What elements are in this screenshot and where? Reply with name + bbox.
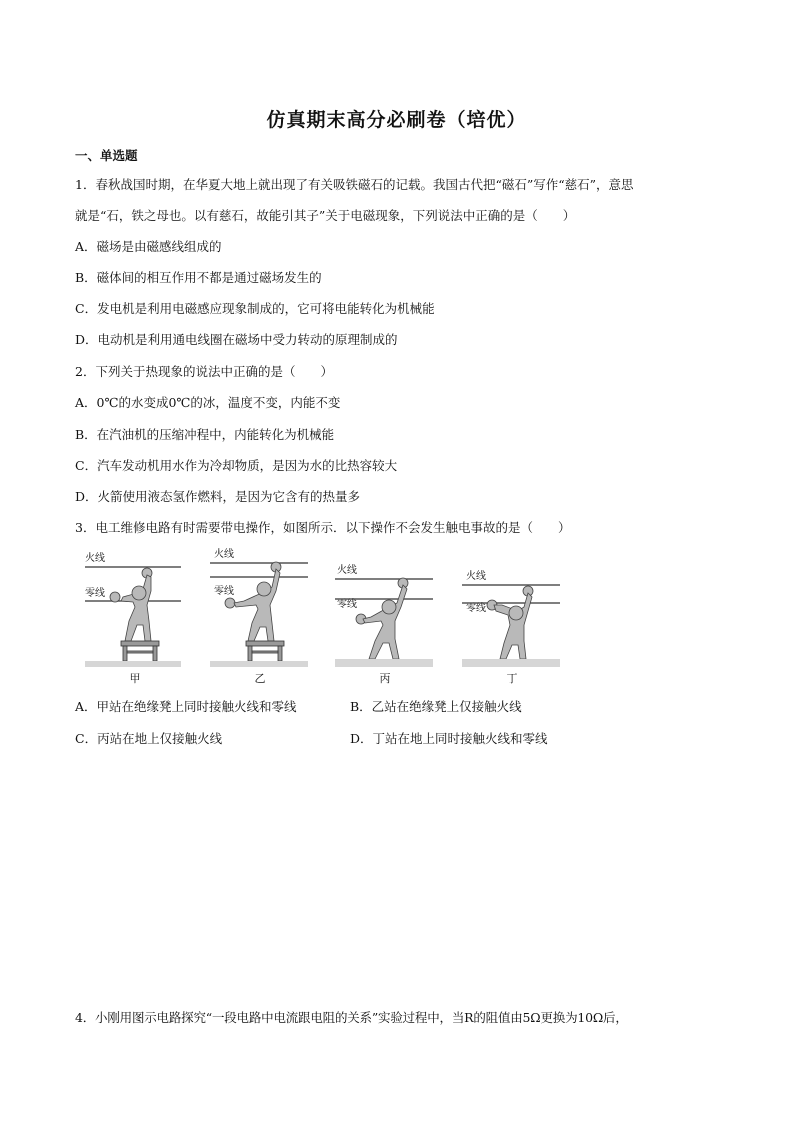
q1-option-a: A．磁场是由磁感线组成的 [75, 239, 222, 254]
q3-stem: 3．电工维修电路有时需要带电操作，如图所示．以下操作不会发生触电事故的是（ ） [75, 520, 571, 535]
electrician-figure [487, 586, 533, 659]
q1-stem-line1: 1．春秋战国时期，在华夏大地上就出现了有关吸铁磁石的记载。我国古代把“磁石”写作“慈石”，意思 [75, 177, 634, 192]
ground [85, 661, 181, 667]
q1-option-d: D．电动机是利用通电线圈在磁场中受力转动的原理制成的 [75, 332, 398, 347]
q1-option-b: B．磁体间的相互作用不都是通过磁场发生的 [75, 270, 322, 285]
ground [462, 659, 560, 667]
ground [335, 659, 433, 667]
neutral-wire-label: 零线 [337, 599, 357, 610]
figure-jia [85, 545, 185, 685]
caption-yi: 乙 [254, 672, 266, 685]
q2-option-a: A．0℃的水变成0℃的冰，温度不变，内能不变 [75, 395, 341, 410]
insulating-stool [246, 641, 284, 661]
q1-stem-line2: 就是“石，铁之母也。以有慈石，故能引其子”关于电磁现象，下列说法中正确的是（ ） [75, 208, 576, 223]
neutral-wire-label: 零线 [85, 588, 105, 599]
q2-option-c: C．汽车发动机用水作为冷却物质，是因为水的比热容较大 [75, 458, 398, 473]
q2-stem: 2．下列关于热现象的说法中正确的是（ ） [75, 364, 333, 379]
q3-figure [85, 545, 575, 685]
q3-option-b: B．乙站在绝缘凳上仅接触火线 [350, 699, 522, 714]
live-wire-label: 火线 [85, 553, 105, 564]
figure-bing [335, 545, 435, 685]
caption-bing: 丙 [379, 672, 391, 685]
insulating-stool [121, 641, 159, 661]
electrician-figure [356, 578, 408, 659]
q3-option-a: A．甲站在绝缘凳上同时接触火线和零线 [75, 699, 297, 714]
figure-ding [462, 545, 562, 685]
q2-option-d: D．火箭使用液态氢作燃料，是因为它含有的热量多 [75, 489, 361, 504]
page-title: 仿真期末高分必刷卷（培优） [266, 109, 527, 131]
ground [210, 661, 308, 667]
caption-jia: 甲 [129, 672, 141, 685]
section-heading: 一、单选题 [75, 148, 138, 163]
q4-stem: 4．小刚用图示电路探究“一段电路中电流跟电阻的关系”实验过程中，当R的阻值由5Ω更换为10Ω后， [75, 1010, 628, 1025]
live-wire-label: 火线 [214, 549, 234, 560]
live-wire-label: 火线 [337, 565, 357, 576]
caption-ding: 丁 [506, 672, 518, 685]
neutral-wire-label: 零线 [214, 586, 234, 597]
q2-option-b: B．在汽油机的压缩冲程中，内能转化为机械能 [75, 427, 335, 442]
live-wire-label: 火线 [466, 571, 486, 582]
q3-option-c: C．丙站在地上仅接触火线 [75, 731, 223, 746]
electrician-figure [110, 568, 152, 641]
neutral-wire-label: 零线 [466, 603, 486, 614]
q1-option-c: C．发电机是利用电磁感应现象制成的，它可将电能转化为机械能 [75, 301, 435, 316]
q3-option-d: D．丁站在地上同时接触火线和零线 [350, 731, 548, 746]
figure-yi [210, 545, 310, 685]
electrician-figure [225, 562, 281, 641]
